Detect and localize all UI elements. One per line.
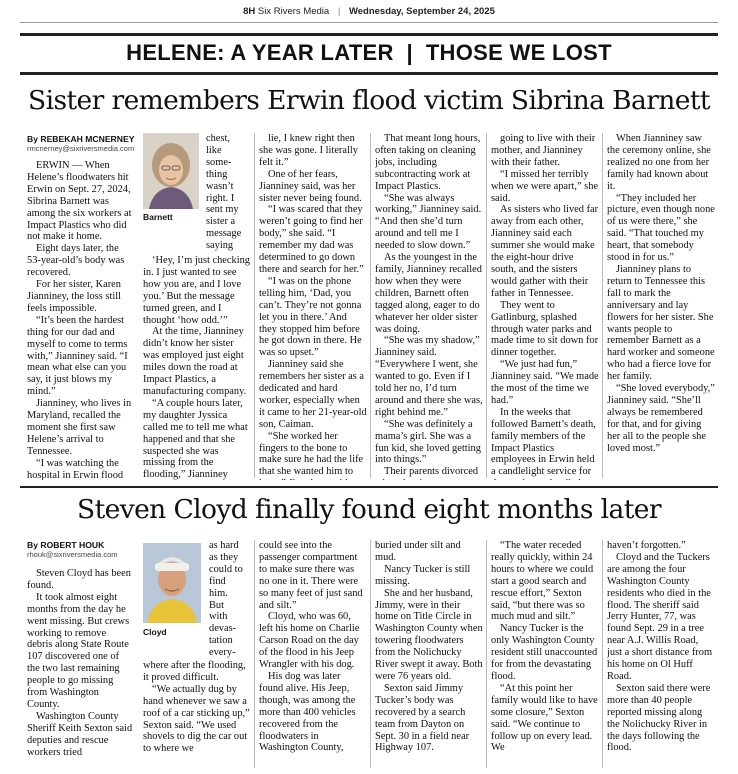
story2-byline: By ROBERT HOUK <box>27 540 105 550</box>
wrap-line: find <box>209 575 226 587</box>
paragraph: “I was on the phone telling him, ‘Dad, you can’t. They’re not gonna let you in there.’ And they stopped him before he got down in there. He was so upset.” <box>259 275 362 359</box>
wrap-line: could to <box>209 563 243 575</box>
paragraph: “We just had fun,” Jianniney said. “We made the most of the time we had.” <box>491 359 599 406</box>
story2-column-3 <box>259 540 367 770</box>
story1-column-5 <box>491 133 599 480</box>
paragraph: Nancy Tucker is still missing. <box>375 563 471 587</box>
paragraph: Eight days later, the 53-year-old’s body was recovered. <box>27 243 125 279</box>
column-divider <box>370 133 371 478</box>
paragraph: “I was watching the hospital in Erwin flood <box>27 457 124 480</box>
paragraph: As sisters who lived far away from each other, Jianniney said each summer she would make the eight-hour drive south, and the sisters would gather with their father in Tennessee. <box>491 204 599 299</box>
wrap-line: like <box>206 144 222 156</box>
paragraph: For her sister, Karen Jianniney, the loss still feels impossible. <box>27 279 121 314</box>
wrap-line: him. <box>209 587 228 599</box>
story1-column-2 <box>143 255 251 480</box>
issue-date: Wednesday, September 24, 2025 <box>348 6 495 17</box>
paragraph: “The water receded really quickly, within 24 hours to where we could start a good search and rescue effort,” Sexton said, “but there was so much mud and silt.” <box>491 540 594 623</box>
column-divider <box>602 133 603 478</box>
story1-wrap-text <box>206 133 252 252</box>
publication-name: Six Rivers Media <box>257 6 330 17</box>
story1-column-6 <box>607 133 715 480</box>
paragraph: That meant long hours, often taking on cleaning jobs, including subcontracting work at Impact Plastics. <box>375 133 481 192</box>
paragraph: “She was my shadow,” Jianniney said. “Everywhere I went, she wanted to go. Even if I told her no, I’d turn around and there she was, right behind me.” <box>375 335 483 418</box>
paragraph: Cloyd and the Tuckers are among the four Washington County residents who died in the flood. The sheriff said Jerry Hunter, 77, was found Sept. 29 in a tree near A.J. Willis Road, just a short distance from his home on Ol Huff Road. <box>607 551 713 682</box>
portrait-image <box>143 133 199 209</box>
column-divider <box>486 540 487 768</box>
story1-column-4 <box>375 133 483 480</box>
paragraph: Nancy Tucker is the only Washington County resident still unaccounted for from the devastating flood. <box>491 623 598 682</box>
paragraph: “At this point her family would like to have some closure,” Sexton said. “We continue to follow up on every lead. We <box>491 682 598 754</box>
folio-separator: | <box>337 6 341 17</box>
column-divider <box>370 540 371 768</box>
paragraph: going to live with their mother, and Jianniney with their father. <box>491 133 596 168</box>
story2-column-2 <box>143 660 251 770</box>
paragraph: Jianniney said she remembers her sister as a dedicated and hard worker, especially when it came to her 21-year-old son, Caiman. <box>259 359 367 430</box>
wrap-line: chest, <box>206 133 230 144</box>
paragraph: Jianniney plans to return to Tennessee this fall to mark the anniversary and lay flowers for her sister. She wants people to remember Barnett as a hard worker and someone who had a fierce love for her family. <box>607 263 715 383</box>
page-folio <box>0 6 738 17</box>
story1-headline: Sister remembers Erwin flood victim Sibrina Barnett <box>28 85 710 116</box>
barnett-portrait <box>143 133 199 209</box>
paragraph: When Jianniney saw the ceremony online, she realized no one from her family had known about it. <box>607 133 711 192</box>
paragraph: “We actually dug by hand whenever we saw a roof of a car sticking up,” Sexton said. “We used shovels to dig the car out to where we <box>143 683 250 755</box>
paragraph: Sexton said there were more than 40 people reported missing along the Nolichucky River in the days following the flood. <box>607 682 711 754</box>
wrap-line: thing <box>206 168 228 180</box>
top-divider <box>20 22 718 23</box>
paragraph: “She was always working,” Jianniney said. “And then she’d turn around and tell me I needed to slow down.” <box>375 192 482 252</box>
wrap-line: devas- <box>209 623 237 635</box>
paragraph: “She loved everybody,” Jianniney said. “She’ll always be remembered for that, and for giving her all to the people she loved most.” <box>607 383 715 454</box>
paragraph: “She worked her fingers to the bone to make sure he had the life that she wanted him to <box>259 430 364 478</box>
story1-column-3 <box>259 133 367 480</box>
story1-column-1 <box>27 160 133 480</box>
paragraph: As the youngest in the family, Jianniney recalled how when they were children, Barnett often tagged along, eager to do whatever her older sister was doing. <box>375 252 482 335</box>
paragraph: “I missed her terribly when we were apart,” she said. <box>491 168 599 204</box>
paragraph: Sexton said Jimmy Tucker’s body was recovered by a search team from Dayton on Sept. 30 in a field near Highway 107. <box>375 682 470 754</box>
paragraph: could see into the passenger compartment to make sure there was no one in it. There were so many feet of just sand and silt.” <box>259 540 363 611</box>
paragraph: One of her fears, Jianniney said, was her sister never being found. <box>259 168 362 204</box>
paragraph: It took almost eight months from the day he went missing. But crews working to remove debris along State Route 107 discovered one of the two last remaining people to go missing from Washington County. <box>27 591 130 710</box>
barnett-photo-caption: Barnett <box>143 212 173 222</box>
paragraph: ERWIN — When Helene’s floodwaters hit Erwin on Sept. 27, 2024, Sibrina Barnett was among the six workers at Impact Plastics who did not make it home. <box>27 160 132 243</box>
column-divider <box>254 540 255 768</box>
paragraph: At the time, Jianniney didn’t know her sister was employed just eight miles down the road at Impact Plastics, a manufacturing company. <box>143 326 247 397</box>
wrap-line: sent my <box>206 204 239 216</box>
paragraph: Steven Cloyd has been found. <box>27 568 131 591</box>
story2-column-6 <box>607 540 715 770</box>
wrap-line: tation <box>209 635 233 647</box>
wrap-line: saying <box>206 240 234 252</box>
story1-author-email: rmcnerney@sixriversmedia.com <box>27 144 135 153</box>
paragraph: “They included her picture, even though none of us were there,” she said. “That touched my heart, that somebody stood in for us.” <box>607 192 715 264</box>
column-divider <box>602 540 603 768</box>
section-rule-bottom <box>20 72 718 75</box>
section-title: HELENE: A YEAR LATER | THOSE WE LOST <box>126 40 612 65</box>
paragraph: haven’t forgotten.” <box>607 540 686 551</box>
cloyd-portrait <box>143 543 201 623</box>
wrap-line: as hard <box>209 540 239 551</box>
wrap-line: right. I <box>206 192 235 204</box>
wrap-line: wasn’t <box>206 180 234 192</box>
story2-headline: Steven Cloyd finally found eight months later <box>77 494 661 525</box>
wrap-line: every- <box>209 647 236 659</box>
story-divider <box>20 486 718 488</box>
paragraph: Washington County Sheriff Keith Sexton said deputies and rescue workers tried <box>27 710 133 758</box>
wrap-line: as they <box>209 551 239 563</box>
story2-column-5 <box>491 540 599 770</box>
story1-byline: By REBEKAH MCNERNEY <box>27 134 135 144</box>
paragraph: “A couple hours later, my daughter Jyssica called me to tell me what happened and that she suspected she was missing from the flooding,” Jianniney <box>143 397 248 480</box>
column-divider <box>486 133 487 478</box>
paragraph: Cloyd, who was 60, left his home on Charlie Carson Road on the day of the flood in his Jeep Wrangler with his dog. <box>259 611 360 671</box>
paragraph: In the weeks that followed Barnett’s death, family members of the Impact Plastics employees in Erwin held a candlelight service for <box>491 406 596 478</box>
paragraph: Their parents divorced <box>384 466 479 478</box>
paragraph: buried under silt and mud. <box>375 540 461 563</box>
paragraph: Jianniney, who lives in Maryland, recalled the moment she first saw Helene’s arrival to Tennessee. <box>27 398 132 457</box>
paragraph: “It’s been the hardest thing for our dad and myself to come to terms with,” Jianniney said. “I mean what else can you say, it just blows my mind.” <box>27 314 128 398</box>
paragraph: They went to Gatlinburg, splashed through water parks and made time to sit down for dinner together. <box>491 299 599 359</box>
paragraph: She and her husband, Jimmy, were in their home on Title Circle in Washington County when towering floodwaters from the Nolichucky River swept it away. Both were 76 years old. <box>375 587 483 682</box>
story2-column-4 <box>375 540 483 770</box>
paragraph: where after the flooding, it proved difficult. <box>143 660 246 683</box>
paragraph: lie, I knew right then she was gone. I literally felt it.” <box>259 133 358 168</box>
wrap-line: with <box>209 611 228 623</box>
page-number: 8H <box>243 6 256 17</box>
story2-author-email: rhouk@sixriversmedia.com <box>27 550 118 559</box>
paragraph: ‘Hey, I’m just checking in. I just wanted to see how you are, and I love you.’ But the message turned green, and I thought ‘how odd.’” <box>143 255 251 326</box>
wrap-line: sister a <box>206 216 236 228</box>
section-rule-top <box>20 33 718 36</box>
story2-wrap-text <box>209 540 255 659</box>
paragraph: “She was definitely a mama’s girl. She was a fun kid, she loved getting into things.” <box>375 418 481 466</box>
story2-column-1 <box>27 568 133 768</box>
paragraph: His dog was later found alive. His Jeep, though, was among the more than 400 vehicles recovered from the floodwaters in Washington County, <box>259 670 356 754</box>
column-divider <box>254 133 255 478</box>
wrap-line: But <box>209 599 225 611</box>
portrait-image <box>143 543 201 623</box>
wrap-line: message <box>206 228 242 240</box>
wrap-line: some- <box>206 156 232 168</box>
paragraph: “I was scared that they weren’t going to find her body,” she said. “I remember my dad was determined to go down there and search for her.” <box>259 204 364 275</box>
cloyd-photo-caption: Cloyd <box>143 627 167 637</box>
